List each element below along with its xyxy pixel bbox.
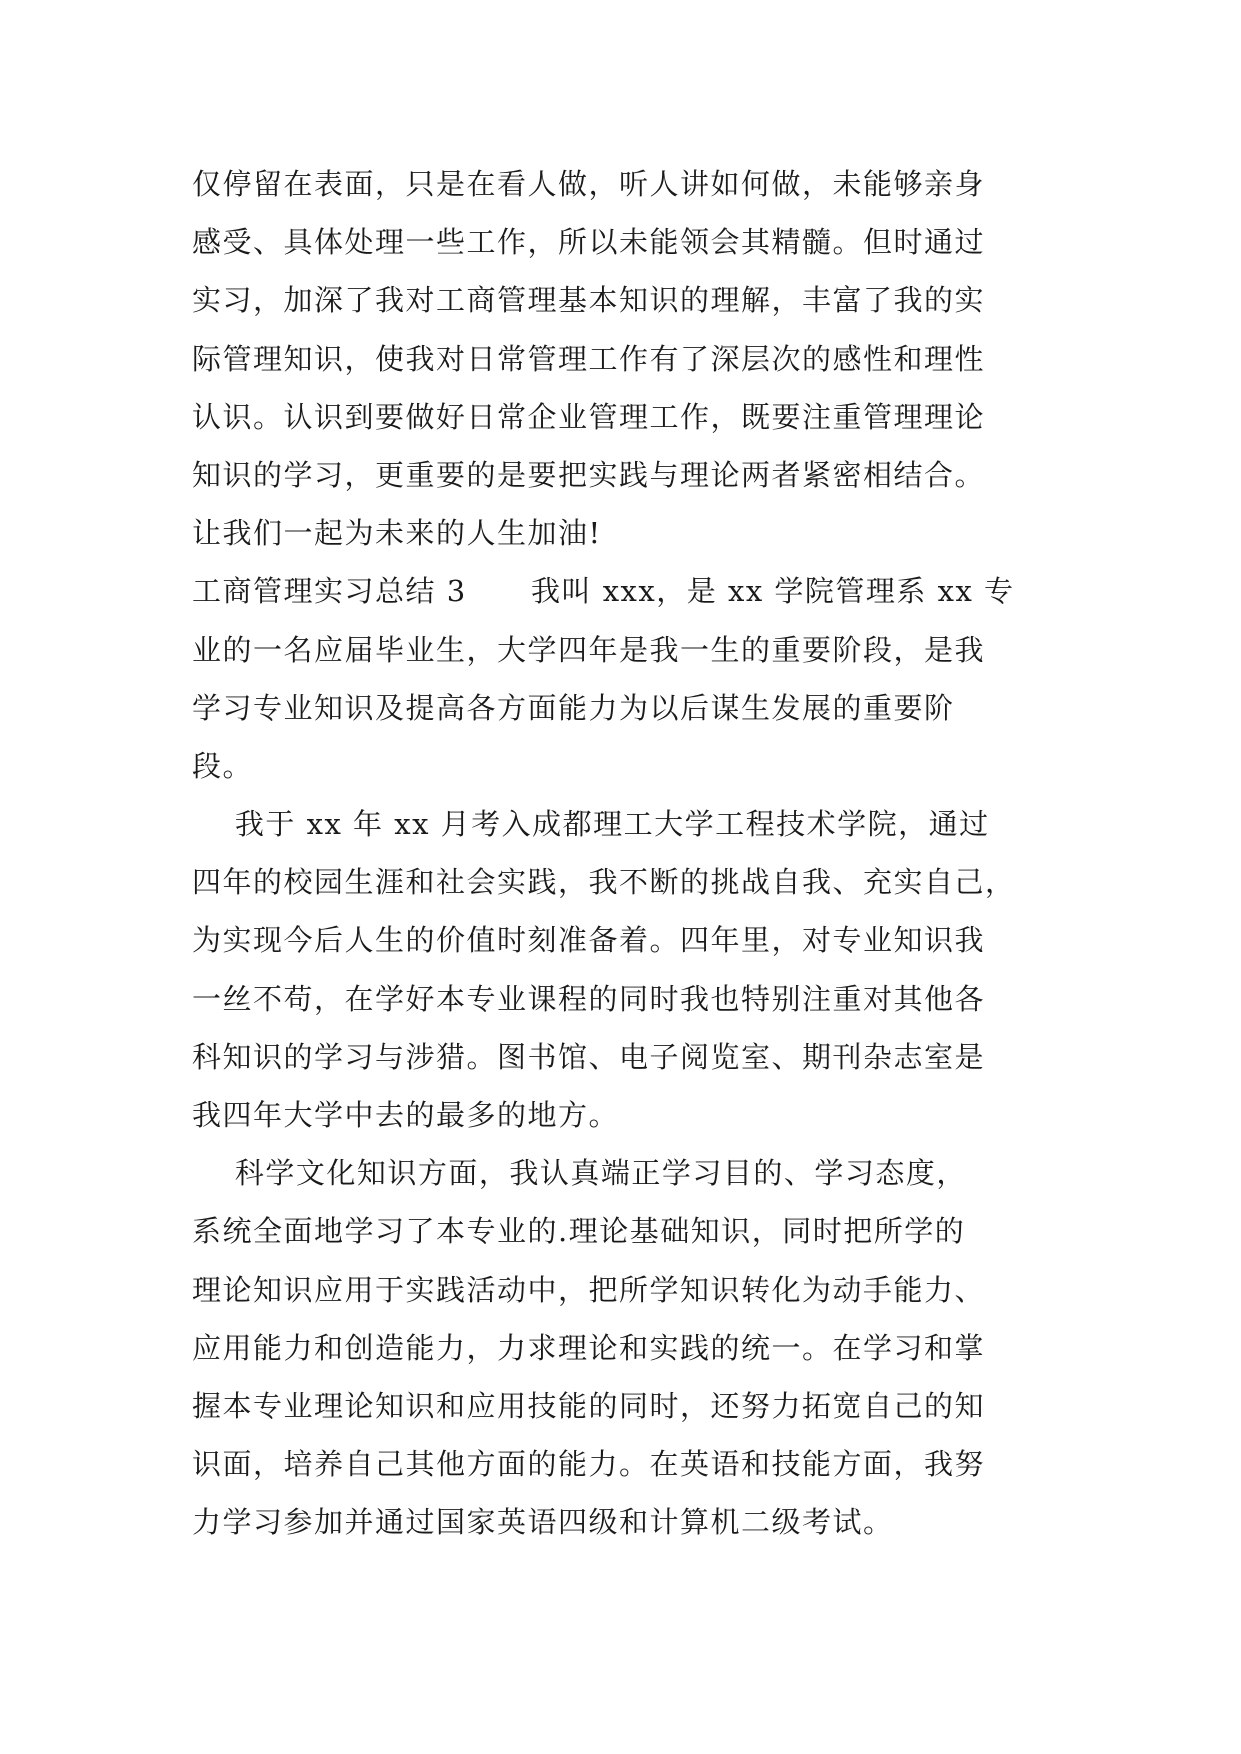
text-line: 段。 [192,748,254,783]
text-line: 知识的学习，更重要的是要把实践与理论两者紧密相结合。 [192,457,986,492]
text-line: 认识。认识到要做好日常企业管理工作，既要注重管理理论 [192,399,986,434]
text-line: 际管理知识，使我对日常管理工作有了深层次的感性和理性 [192,341,986,376]
text-line: 力学习参加并通过国家英语四级和计算机二级考试。 [192,1505,894,1540]
text-line: 科知识的学习与涉猎。图书馆、电子阅览室、期刊杂志室是 [192,1039,986,1074]
text-line: 我四年大学中去的最多的地方。 [192,1098,620,1132]
text-line: 握本专业理论知识和应用技能的同时，还努力拓宽自己的知 [192,1388,986,1423]
text-line: 识面，培养自己其他方面的能力。在英语和技能方面，我努 [192,1447,986,1482]
text-line: 应用能力和创造能力，力求理论和实践的统一。在学习和掌 [192,1330,986,1365]
text-line: 让我们一起为未来的人生加油! [192,516,602,551]
text-line: 学习专业知识及提高各方面能力为以后谋生发展的重要阶 [192,690,955,725]
text-line: 系统全面地学习了本专业的.理论基础知识，同时把所学的 [192,1214,966,1249]
text-line: 感受、具体处理一些工作，所以未能领会其精髓。但时通过 [192,225,986,260]
text-line: 为实现今后人生的价值时刻准备着。四年里，对专业知识我 [192,923,986,958]
text-line: 一丝不苟，在学好本专业课程的同时我也特别注重对其他各 [192,981,986,1016]
text-line: 业的一名应届毕业生，大学四年是我一生的重要阶段，是我 [192,632,986,667]
text-line: 我于 xx 年 xx 月考入成都理工大学工程技术学院，通过 [192,807,990,842]
text-line: 科学文化知识方面，我认真端正学习目的、学习态度， [192,1156,967,1191]
text-line: 理论知识应用于实践活动中，把所学知识转化为动手能力、 [192,1272,986,1307]
text-line: 仅停留在表面，只是在看人做，听人讲如何做，未能够亲身 [192,167,986,201]
section-heading-line: 工商管理实习总结 3 我叫 xxx，是 xx 学院管理系 xx 专 [192,574,1015,609]
body-text [192,155,1072,1552]
text-line: 实习，加深了我对工商管理基本知识的理解，丰富了我的实 [192,283,986,318]
text-line: 四年的校园生涯和社会实践，我不断的挑战自我、充实自己， [192,865,1016,900]
